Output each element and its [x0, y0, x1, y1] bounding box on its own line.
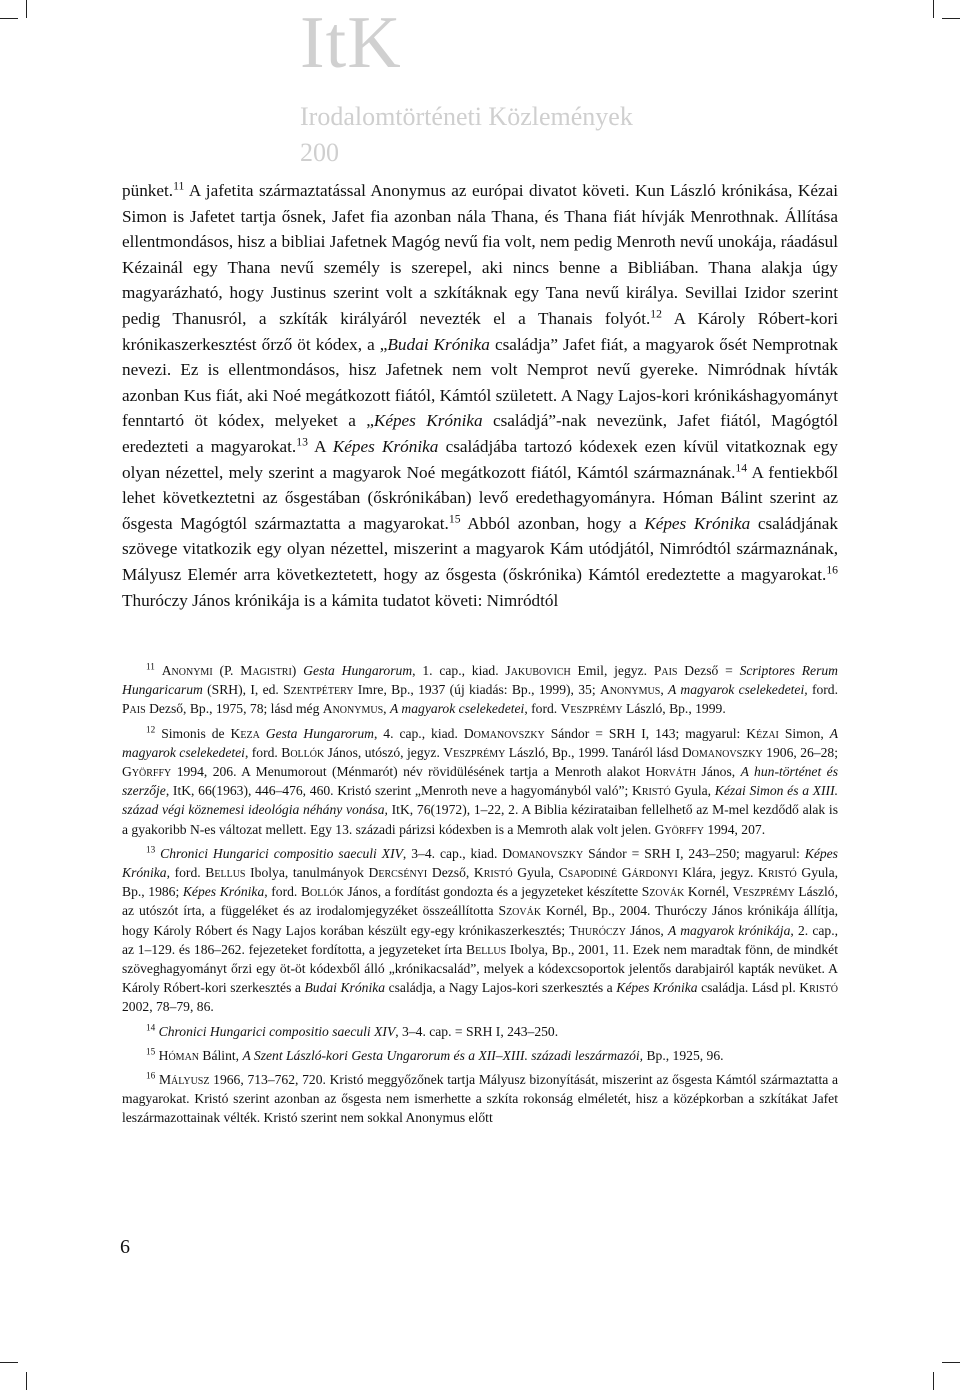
- text-run: 1906, 26–28;: [762, 744, 838, 760]
- crop-mark: [26, 0, 27, 18]
- italic-text: Kézai Simon és a XIII. század végi köznemesi ideológia néhány vonása,: [122, 783, 838, 818]
- footnote-number: 16: [146, 1070, 156, 1081]
- text-run: családjának szövege vitatkozik egy olyan nézettel, miszerint a magyarok Kám utódjától, Nimródtól származnának, Mályusz Elemér arra következtetett, hogy az ősgesta (őskrónika) Kámtól eredeztette a magyarokat.: [122, 513, 838, 584]
- author-name: Kristó: [473, 865, 513, 881]
- author-name: Kristó: [799, 980, 839, 996]
- text-run: Ibolya, Bp., 2001, 11. Ezek nem maradtak fönn, de mindkét szöveghagyományt őrzi egy öt-öt kódexből álló „krónikacsalád”, melyek a kódexcsoportok jelentős darabjairól kapták nevüket. A Károly Róbert-kori szerkesztés a: [122, 941, 838, 996]
- author-name: Veszprémy: [443, 744, 506, 760]
- author-name: Szovák: [498, 903, 542, 919]
- footnote-number: 14: [146, 1022, 156, 1033]
- author-name: Bellus: [466, 941, 507, 957]
- italic-text: Budai Krónika: [304, 980, 386, 996]
- text-run: családjába tartozó kódexek ezen kívül vitatkoznak egy olyan nézettel, mely szerint a magyarok Noé megátkozott fiától, Kámtól származnának.: [122, 436, 839, 482]
- italic-text: Képes Krónika: [616, 980, 698, 996]
- text-run: családja” Jafet fiát, a magyarok ősét Nemprotnak nevezi. Ez is ellentmondásos, hisz Jafetnek nem volt Nemprot nevű gyereke. Nimródnak hívták azonban Kus fiát, aki Noé megátkozott fiától, Kámtól született. A Nagy Lajos-kori krónikáshagyományt fenntartó öt kódex, melyeket a „: [122, 334, 838, 431]
- text-run: , ford.: [244, 744, 282, 760]
- italic-text: Képes Krónika: [373, 411, 483, 431]
- text-run: Sándor = SRH I, 143; magyarul:: [544, 725, 747, 741]
- text-run: Ibolya, tanulmányok: [245, 865, 369, 881]
- body-paragraph: [122, 178, 838, 613]
- text-run: János,: [625, 922, 668, 938]
- text-run: László, az utószót írta, a függeléket és az irodalomjegyzéket összeállította: [122, 884, 838, 919]
- crop-mark: [942, 18, 960, 19]
- text-run: családjá”-nak nevezünk, Jafet fiától, Magógtól eredezteti a magyarokat.: [122, 411, 839, 456]
- footnote-number: 13: [146, 844, 156, 855]
- italic-text: A magyarok krónikája: [667, 922, 791, 938]
- text-run: Dezső,: [427, 865, 474, 881]
- journal-title: Irodalomtörténeti Közlemények: [300, 102, 633, 131]
- text-run: (SRH), I, ed.: [202, 682, 284, 698]
- text-run: ): [291, 663, 304, 678]
- text-run: (P.: [212, 663, 241, 678]
- text-run: Kornél, Bp., 2004. Thuróczy János krónikája állítja, hogy Károly Róbert és Nagy Lajos korában készült egy-egy krónikaszerkesztés;: [122, 903, 838, 938]
- text-run: Dezső =: [677, 663, 740, 678]
- text-run: Imre, Bp., 1937 (új kiadás: Bp., 1999), 35;: [353, 682, 600, 698]
- text-run: Gyula,: [512, 865, 559, 881]
- footnote: [122, 1046, 838, 1065]
- footnote-ref: 15: [448, 511, 461, 525]
- journal-issue-number: 200: [300, 138, 339, 167]
- author-name: Csapodiné Gárdonyi: [558, 865, 678, 881]
- footnote-ref: 13: [296, 435, 308, 449]
- italic-text: Chronici Hungarici compositio saeculi XIV: [160, 845, 403, 861]
- text-run: családja, a Nagy Lajos-kori szerkesztés a: [385, 980, 617, 996]
- italic-text: A magyarok cselekedetei: [122, 725, 839, 760]
- italic-text: Budai Krónika: [387, 334, 490, 354]
- crop-mark: [0, 18, 18, 19]
- footnote: [122, 844, 838, 1017]
- italic-text: Chronici Hungarici compositio saeculi XIV: [158, 1023, 396, 1039]
- author-name: Bollók: [281, 744, 325, 760]
- text-run: ,: [383, 701, 390, 717]
- footnote: [122, 1022, 838, 1041]
- text-run: Simonis de: [161, 725, 231, 741]
- author-name: Domanovszky: [502, 845, 584, 861]
- author-name: Anonymus: [322, 701, 384, 717]
- italic-text: A magyarok cselekedetei,: [668, 682, 808, 698]
- author-name: Keza: [230, 725, 260, 741]
- author-name: Mályusz: [158, 1072, 210, 1088]
- text-run: 2002, 78–79, 86.: [122, 999, 214, 1015]
- page-number: 6: [120, 1236, 130, 1258]
- text-run: Bálint,: [199, 1047, 243, 1063]
- text-run: A fentiekből lehet következtetni az ősgestában (őskrónikában) levő eredethagyományra. Hóman Bálint szerint az ősgesta Magógtól származtatta a magyarokat.: [122, 462, 838, 533]
- text-run: Emil, jegyz.: [570, 663, 654, 678]
- text-run: Gyula,: [670, 783, 715, 799]
- italic-text: A Szent László-kori Gesta Ungarorum és a XII–XIII. századi leszármazói,: [242, 1047, 644, 1063]
- italic-text: Képes Krónika: [644, 513, 751, 533]
- italic-text: Gesta Hungarorum: [303, 663, 413, 678]
- text-run: ,: [660, 682, 669, 698]
- author-name: Györffy: [122, 764, 172, 780]
- author-name: Szentpétery: [283, 682, 354, 698]
- text-run: pünket.: [122, 181, 174, 200]
- author-name: Hóman: [158, 1047, 200, 1063]
- footnote-number: 15: [146, 1046, 156, 1057]
- author-name: Veszprémy: [560, 701, 623, 717]
- author-name: Jakubovich: [505, 663, 571, 678]
- text-run: , ItK, 66(1963), 446–476, 460. Kristó szerint „Menroth neve a hagyományból való”;: [165, 783, 633, 799]
- footnote-ref: 16: [826, 563, 838, 577]
- crop-mark: [933, 0, 934, 18]
- footnote-ref: 12: [650, 307, 662, 321]
- text-run: , 3–4. cap., kiad.: [402, 845, 503, 861]
- author-name: Domanovszky: [463, 725, 545, 741]
- text-run: Klára, jegyz.: [677, 865, 759, 881]
- author-name: Anonymi: [161, 663, 213, 678]
- footnote-ref: 11: [173, 179, 185, 193]
- text-run: 1994, 207.: [703, 821, 766, 837]
- journal-logo: ItK: [300, 2, 402, 84]
- text-run: János,: [696, 764, 741, 780]
- italic-text: Képes Krónika: [332, 436, 439, 456]
- text-run: Dezső, Bp., 1975, 78; lásd még: [145, 701, 323, 717]
- crop-mark: [933, 1372, 934, 1390]
- crop-mark: [0, 1362, 18, 1363]
- footnote: [122, 724, 838, 839]
- text-run: A: [307, 436, 333, 456]
- text-run: László, Bp., 1999.: [622, 701, 726, 717]
- crop-mark: [26, 1372, 27, 1390]
- text-run: Sándor = SRH I, 243–250; magyarul:: [583, 845, 805, 861]
- footnote-number: 11: [146, 661, 155, 672]
- text-run: ItK, 76(1972), 1–22, 2. A Biblia kézirataiban fellelhető az M-mel kezdődő alak is a gyakoribb N-es változat mellett. Egy 13. századi párizsi kódexben is a Memroth alak volt jelen.: [122, 802, 839, 837]
- footnote: [122, 661, 838, 719]
- text-run: ford.: [807, 682, 838, 698]
- author-name: Horváth: [645, 764, 697, 780]
- footnote-ref: 14: [735, 460, 748, 474]
- text-run: Simon,: [778, 725, 830, 741]
- text-run: János, a fordítást gondozta és a jegyzeteket készítette: [343, 884, 642, 900]
- text-run: , ford.: [166, 865, 206, 881]
- italic-text: A hun-történet és szerzője: [122, 764, 838, 799]
- italic-text: Képes Krónika: [182, 884, 265, 900]
- author-name: Magistri: [240, 663, 292, 678]
- text-run: A Károly Róbert-kori krónikaszerkesztést őrző öt kódex, a „: [122, 308, 838, 354]
- text-run: 1966, 713–762, 720. Kristó meggyőzőnek tartja Mályusz bizonyítását, miszerint az ősgesta Kámtól származtatta a magyarokat. Kristó szerint azonban az ősgesta nem ismerhette a szkíta rokonság elméletét, hisz a középkorban a szkítákat Jafet leszármazottainak vélték. Kristó szerint nem sokkal Anonymus előtt: [122, 1072, 839, 1126]
- author-name: Veszprémy: [732, 884, 795, 900]
- text-run: Kornél,: [684, 884, 733, 900]
- text-run: családja. Lásd pl.: [697, 980, 800, 996]
- text-run: , 2. cap., az 1–129. és 186–262. fejezeteket fordította, a jegyzeteket írta: [122, 922, 839, 957]
- italic-text: Gesta Hungarorum: [265, 725, 374, 741]
- author-name: Pais: [653, 663, 678, 678]
- text-run: János, utószó, jegyz.: [324, 744, 444, 760]
- body-text: [122, 178, 838, 613]
- author-name: Pais: [122, 701, 146, 717]
- text-run: 1994, 206. A Menumorout (Ménmarót) név rövidülésének tartja a Menroth alakot: [171, 764, 646, 780]
- author-name: Kézai: [746, 725, 779, 741]
- author-name: Dercsényi: [368, 865, 428, 881]
- author-name: Györffy: [654, 821, 704, 837]
- footnote: [122, 1070, 838, 1128]
- italic-text: Képes Krónika: [122, 845, 838, 881]
- text-run: , ford.: [524, 701, 561, 717]
- text-run: , 1. cap., kiad.: [412, 663, 506, 678]
- author-name: Szovák: [641, 884, 685, 900]
- text-run: Bp., 1925, 96.: [643, 1047, 724, 1063]
- text-run: Thuróczy János krónikája is a kámita tudatot követi: Nimródtól: [122, 590, 559, 610]
- author-name: Bollók: [300, 884, 344, 900]
- text-run: , 3–4. cap. = SRH I, 243–250.: [395, 1023, 559, 1039]
- author-name: Bellus: [205, 865, 246, 881]
- text-run: , ford.: [264, 884, 301, 900]
- text-run: A jafetita származtatással Anonymus az európai divatot követi. Kun László krónikása, Kézai Simon is Jafetet tartja ősnek, Jafet fia azonban nála Thana, és Thana fiát hívják Menrothnak. Állítása ellentmondásos, hisz a bibliai Jafetnek Magóg nevű fia volt, nem pedig Menroth nevű unokája, ráadásul Kézainál egy Thana nevű személy is szerepel, aki nincs benne a Bibliában. Thana alakja úgy magyarázható, hogy Justinus szerint volt a szkítáknak egy Tana nevű királya. Sevillai Izidor szerint pedig Thanusról, a szkíták királyáról nevezték el a Thanais folyót.: [122, 181, 838, 328]
- italic-text: Scriptores Rerum Hungaricarum: [122, 663, 838, 698]
- author-name: Domanovszky: [681, 744, 763, 760]
- italic-text: A magyarok cselekedetei: [389, 701, 525, 717]
- author-name: Kristó: [758, 865, 797, 881]
- author-name: Thuróczy: [569, 922, 626, 938]
- text-run: Gyula, Bp., 1986;: [122, 865, 838, 900]
- author-name: Anonymus: [599, 682, 661, 698]
- text-run: , 4. cap., kiad.: [373, 725, 464, 741]
- footnote-number: 12: [146, 724, 156, 735]
- text-run: László, Bp., 1999. Tanáról lásd: [505, 744, 682, 760]
- crop-mark: [942, 1362, 960, 1363]
- author-name: Kristó: [632, 783, 671, 799]
- footnotes: [122, 661, 838, 1128]
- text-run: Abból azonban, hogy a: [460, 513, 645, 533]
